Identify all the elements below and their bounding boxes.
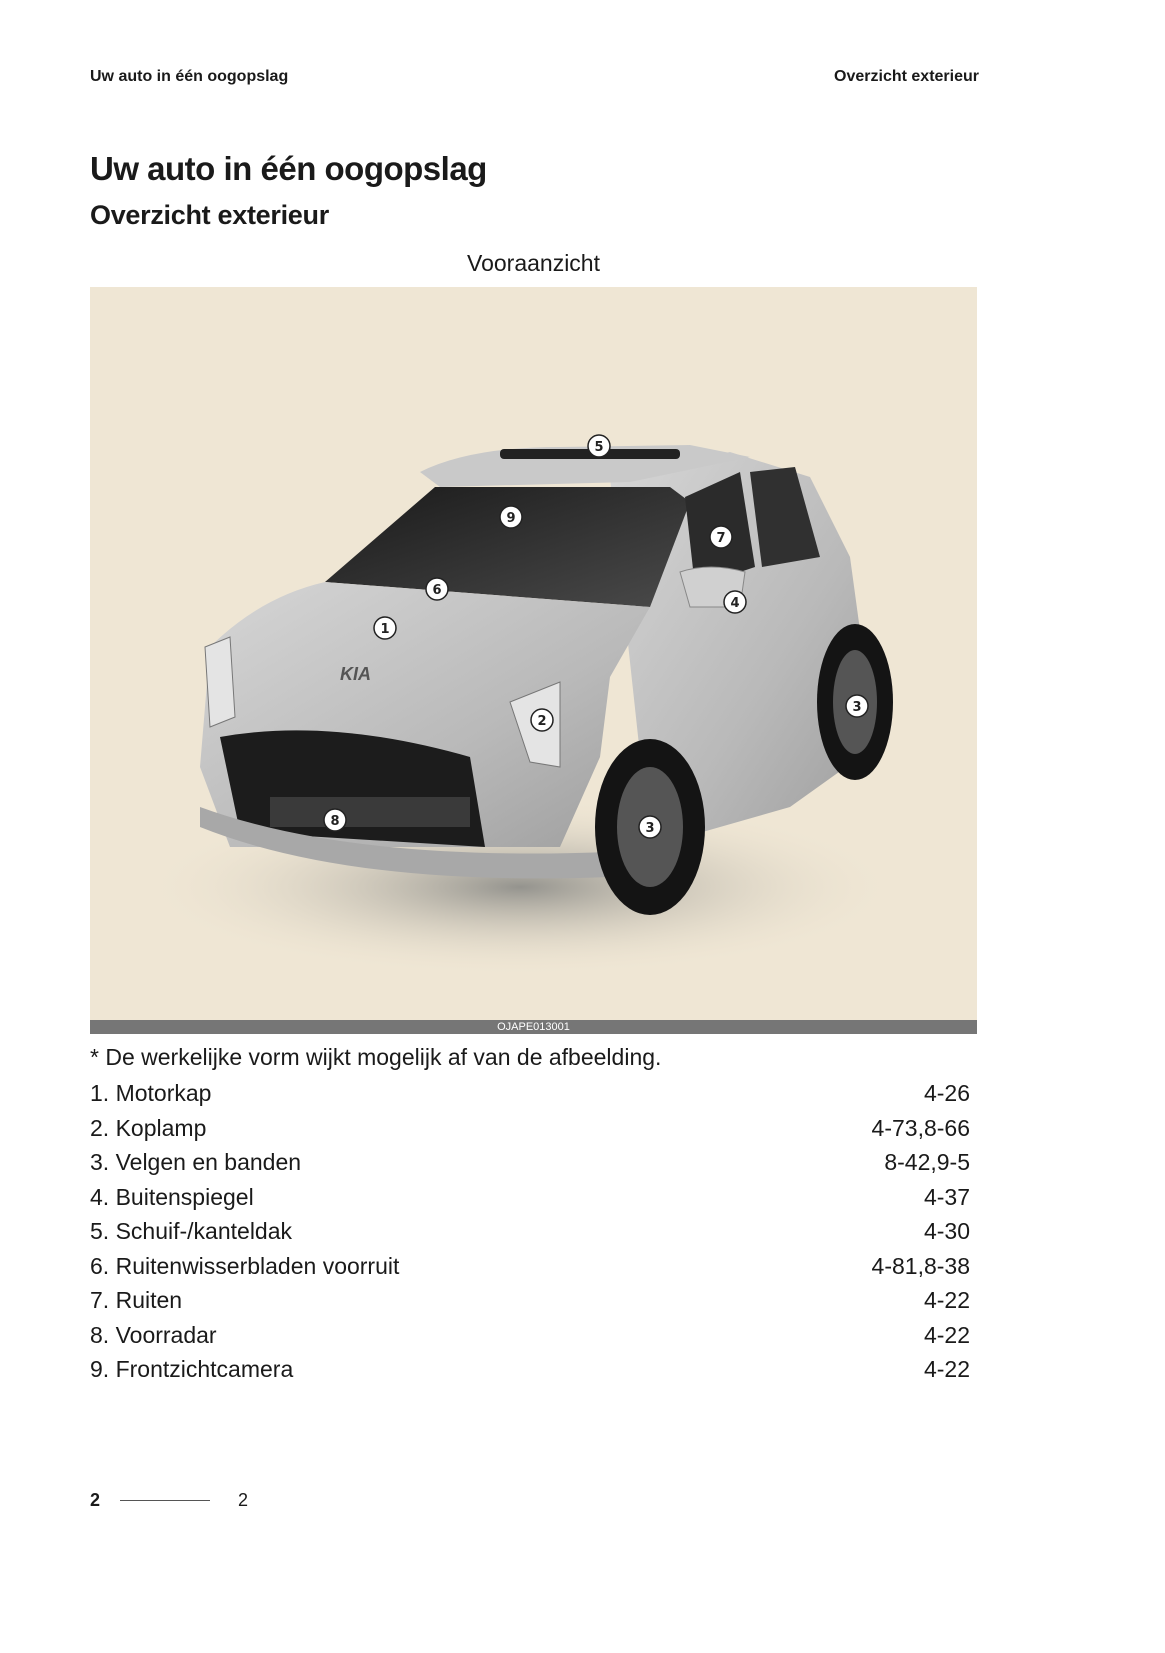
- item-page-ref: 4-22: [923, 1287, 970, 1313]
- car-illustration-svg: [90, 287, 977, 1020]
- item-page-ref: 4-37: [923, 1183, 970, 1210]
- callout-4: [724, 591, 746, 613]
- svg-text:3: 3: [852, 700, 862, 715]
- item-page-ref: 4-81,8-38: [871, 1252, 970, 1279]
- callout-1: [374, 617, 396, 639]
- item-page-ref: 4-30: [923, 1218, 970, 1244]
- item-page-ref: 4-73,8-66: [871, 1114, 970, 1141]
- callout-9: [500, 506, 522, 528]
- item-label: Schuif-/kanteldak: [115, 1218, 293, 1244]
- item-number: 4.: [90, 1183, 110, 1210]
- car-front-view-illustration: [90, 287, 977, 1020]
- svg-text:3: 3: [645, 821, 655, 836]
- svg-text:9: 9: [506, 511, 516, 526]
- footer-page-number: 2: [238, 1490, 249, 1510]
- item-label: Voorradar: [115, 1321, 217, 1348]
- callout-3-front: [639, 816, 661, 838]
- callout-6: [426, 578, 448, 600]
- footer-divider: [120, 1500, 210, 1501]
- list-item: [90, 1145, 970, 1180]
- list-item: [90, 1214, 970, 1249]
- item-page-ref: 4-22: [923, 1321, 970, 1348]
- list-item: [90, 1283, 970, 1318]
- item-number: 8.: [90, 1321, 110, 1348]
- item-number: 1.: [90, 1080, 110, 1106]
- item-number: 9.: [90, 1356, 110, 1382]
- running-header-left: Uw auto in één oogopslag: [90, 68, 289, 85]
- item-number: 5.: [90, 1218, 110, 1244]
- component-list: [90, 1076, 970, 1387]
- list-item: [90, 1111, 970, 1146]
- item-label: Frontzichtcamera: [115, 1356, 294, 1382]
- svg-text:7: 7: [716, 531, 726, 546]
- chapter-title: Uw auto in één oogopslag: [90, 150, 487, 187]
- item-label: Motorkap: [115, 1080, 212, 1106]
- item-label: Koplamp: [115, 1114, 207, 1141]
- running-header: [90, 68, 979, 92]
- item-number: 6.: [90, 1252, 110, 1279]
- page-footer: [90, 1490, 248, 1511]
- item-label: Buitenspiegel: [115, 1183, 254, 1210]
- callout-7: [710, 526, 732, 548]
- svg-text:4: 4: [730, 596, 740, 611]
- section-title: Overzicht exterieur: [90, 200, 329, 230]
- callout-8: [324, 809, 346, 831]
- svg-text:6: 6: [432, 583, 442, 598]
- item-number: 7.: [90, 1287, 110, 1313]
- item-number: 3.: [90, 1149, 110, 1175]
- disclaimer-note: * De werkelijke vorm wijkt mogelijk af van de afbeelding.: [90, 1044, 662, 1070]
- radar-panel: [270, 797, 470, 827]
- list-item: [90, 1352, 970, 1387]
- svg-text:8: 8: [330, 814, 340, 829]
- running-header-right: Overzicht exterieur: [834, 68, 979, 85]
- view-title: Vooraanzicht: [467, 250, 600, 276]
- svg-text:5: 5: [594, 440, 604, 455]
- item-number: 2.: [90, 1114, 110, 1141]
- item-label: Ruitenwisserbladen voorruit: [115, 1252, 400, 1279]
- svg-text:2: 2: [537, 714, 547, 729]
- brand-logo: KIA: [340, 664, 371, 684]
- list-item: [90, 1249, 970, 1284]
- callout-2: [531, 709, 553, 731]
- list-item: [90, 1318, 970, 1353]
- item-label: Velgen en banden: [115, 1149, 302, 1175]
- callout-5: [588, 435, 610, 457]
- item-label: Ruiten: [115, 1287, 183, 1313]
- list-item: [90, 1180, 970, 1215]
- headlamp-left: [205, 637, 235, 727]
- item-page-ref: 8-42,9-5: [884, 1149, 970, 1175]
- footer-chapter-number: 2: [90, 1490, 101, 1510]
- figure-caption-code: OJAPE013001: [90, 1020, 977, 1034]
- item-page-ref: 4-26: [923, 1080, 970, 1106]
- list-item: [90, 1076, 970, 1111]
- item-page-ref: 4-22: [923, 1356, 970, 1382]
- callout-3-rear: [846, 695, 868, 717]
- svg-text:1: 1: [380, 622, 390, 637]
